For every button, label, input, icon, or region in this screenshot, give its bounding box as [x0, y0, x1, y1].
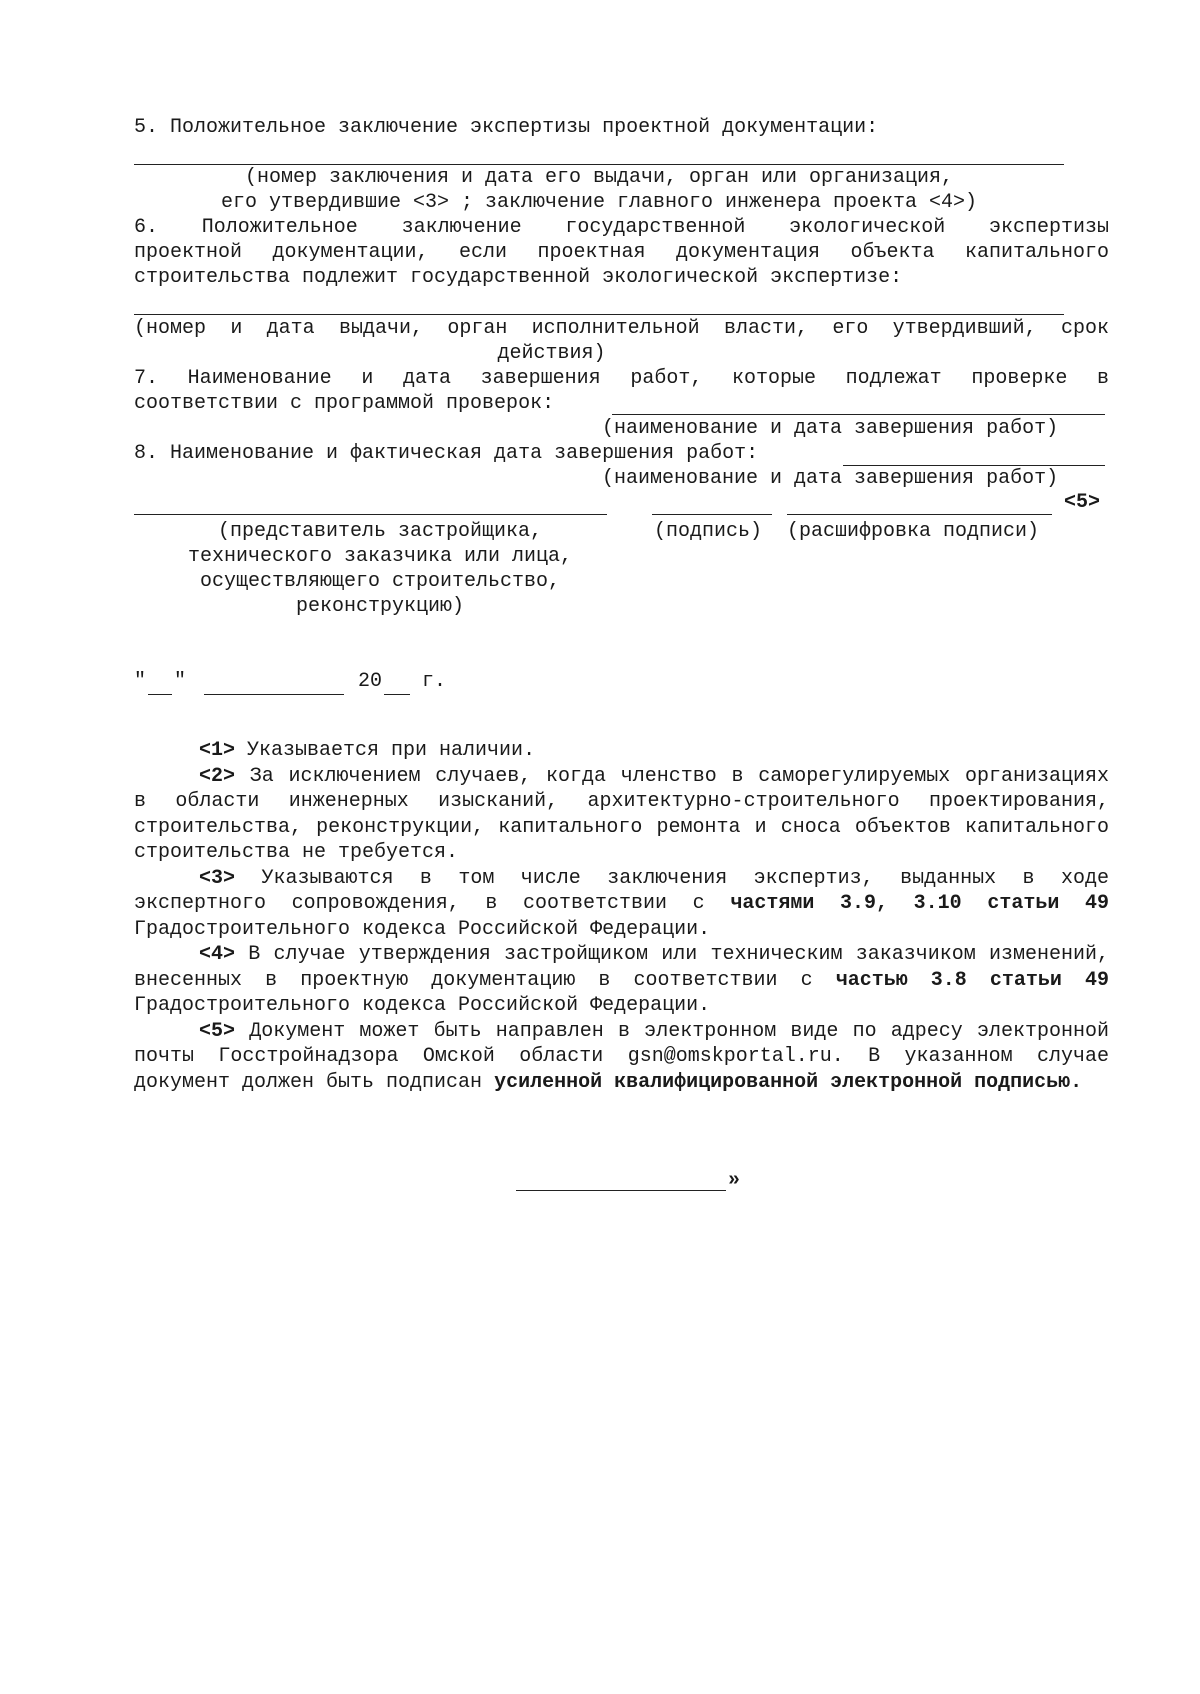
footnote-5-text-a: Документ может быть направлен в электронном виде по адресу электронной почты Госстройнадзора Омской области gsn@omskportal.ru. В указанном случае документ должен быть подписан — [134, 1019, 1109, 1094]
item6-line1: 6. Положительное заключение государственной экологической экспертизы — [134, 216, 1109, 239]
item6-fill-line — [134, 314, 1064, 315]
footnote-1-ref: <1> — [199, 739, 236, 762]
representative-caption: (представитель застройщика, технического заказчика или лица, осуществляющего строительство, реконструкцию) — [187, 520, 573, 618]
footnote-4-text-b: Градостроительного кодекса Российской Федерации. — [134, 994, 711, 1017]
closing-mark: » — [728, 1169, 741, 1192]
footnote-2-text: За исключением случаев, когда членство в саморегулируемых организациях в области инженерных изысканий, архитектурно-строительного проектирования, строительства, реконструкции, капитального ремонта и сноса объектов капитального строительства не требуется. — [134, 764, 1109, 864]
footnote-4-text-a: В случае утверждения застройщиком или техническим заказчиком изменений, внесенных в проектную документацию в соответствии с — [134, 943, 1109, 992]
footnote-3-text-a: Указываются в том числе заключения экспертиз, выданных в ходе экспертного сопровождения, в соответствии с — [134, 866, 1109, 915]
footnote-5-signature-type: усиленной квалифицированной электронной подписью. — [494, 1070, 1083, 1094]
footnote-4 — [134, 942, 1109, 1019]
item6-line2: проектной документации, если проектная документация объекта капитального — [134, 241, 1109, 264]
footnotes — [134, 738, 1109, 1095]
footnote-2 — [134, 764, 1109, 866]
date-year-line — [384, 694, 410, 695]
item7-line1: 7. Наименование и дата завершения работ, которые подлежат проверке в — [134, 367, 1109, 390]
footnote-4-law-link: частью 3.8 статьи 49 — [835, 968, 1109, 992]
footnote-2-ref: <2> — [199, 764, 236, 788]
item7-fill-line — [612, 414, 1105, 415]
signature-line — [652, 514, 772, 515]
date-year: 20 — [358, 670, 383, 693]
item5-caption-line1: (номер заключения и дата его выдачи, орган или организация, — [244, 166, 954, 189]
representative-line — [134, 514, 607, 515]
item6-line3: строительства подлежит государственной экологической экспертизе: — [134, 266, 903, 289]
item5-caption-line2: его утвердившие <3> ; заключение главного инженера проекта <4>) — [220, 191, 978, 214]
item7-line2: соответствии с программой проверок: — [134, 392, 555, 415]
signature-ref: <5> — [1064, 491, 1101, 514]
item7-caption: (наименование и дата завершения работ) — [602, 417, 1059, 440]
footnote-4-ref: <4> — [199, 943, 236, 966]
footnote-3-law-link: частями 3.9, 3.10 статьи 49 — [730, 892, 1109, 915]
date-suffix: г. — [422, 670, 447, 693]
date-quote-open: " — [134, 670, 147, 693]
signature-decode-caption: (расшифровка подписи) — [787, 520, 1040, 543]
item6-caption-line1: (номер и дата выдачи, орган исполнительной власти, его утвердивший, срок — [134, 317, 1109, 340]
item8-caption: (наименование и дата завершения работ) — [602, 467, 1059, 490]
item8-line1: 8. Наименование и фактическая дата завершения работ: — [134, 442, 759, 465]
signature-caption: (подпись) — [654, 520, 763, 543]
footnote-5 — [134, 1019, 1109, 1096]
footnote-1-text: Указывается при наличии. — [235, 739, 536, 762]
date-day-line — [148, 694, 172, 695]
item6-caption-line2: действия) — [497, 342, 606, 365]
item5-title: 5. Положительное заключение экспертизы проектной документации: — [134, 116, 879, 139]
footnote-3 — [134, 866, 1109, 943]
signature-decode-line — [787, 514, 1052, 515]
footnote-3-ref: <3> — [199, 866, 236, 890]
footnote-1 — [134, 738, 1109, 764]
footnote-3-text-b: Градостроительного кодекса Российской Федерации. — [134, 917, 711, 941]
footnote-5-ref: <5> — [199, 1019, 236, 1043]
date-month-line — [204, 694, 344, 695]
date-quote-close: " — [174, 670, 187, 693]
closing-line — [516, 1190, 726, 1191]
